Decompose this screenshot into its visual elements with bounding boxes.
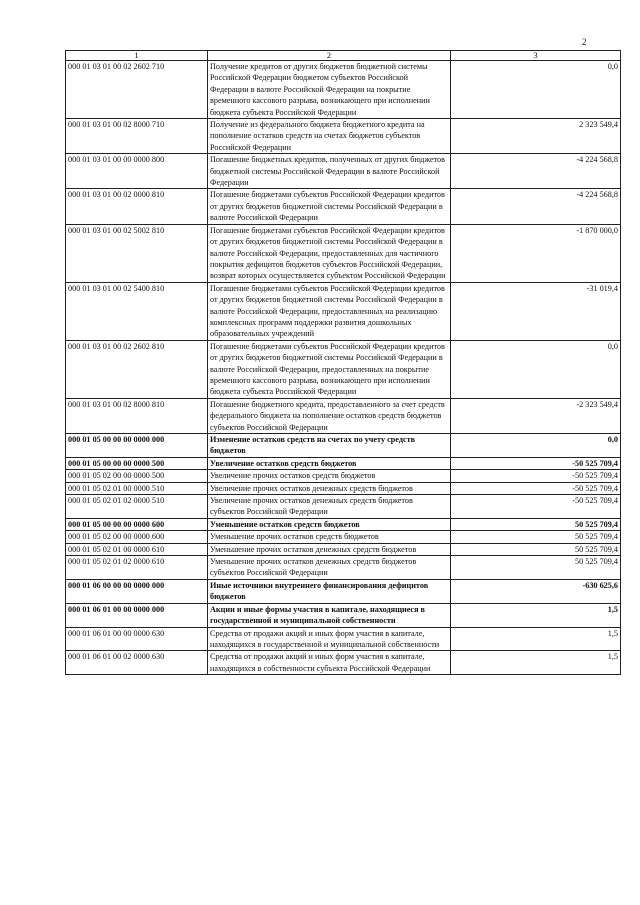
row-value-cell: -630 625,6 — [451, 579, 621, 603]
row-value-cell: 50 525 709,4 — [451, 518, 621, 530]
row-code-cell: 000 01 03 01 00 00 0000 800 — [66, 154, 208, 189]
row-code-cell: 000 01 03 01 00 02 5002 810 — [66, 224, 208, 282]
table-row — [66, 119, 621, 154]
row-code-cell: 000 01 05 02 01 00 0000 510 — [66, 482, 208, 494]
row-code-cell: 000 01 05 00 00 00 0000 500 — [66, 457, 208, 469]
table-row — [66, 482, 621, 494]
row-description-cell: Погашение бюджетами субъектов Российской Федерации кредитов от других бюджетов бюджетной системы Российской Федерации в валюте Российской Федерации, предоставленных на реализацию комплексных программ поддержки развития дошкольных образовательных учреждений — [208, 282, 451, 340]
row-description-cell: Погашение бюджетного кредита, предоставленного за счет средств федерального бюджета на пополнение остатков средств бюджетов субъектов Российской Федерации — [208, 398, 451, 433]
row-code-cell: 000 01 03 01 00 02 2602 810 — [66, 340, 208, 398]
row-value-cell: 0,0 — [451, 434, 621, 458]
row-value-cell: -50 525 709,4 — [451, 470, 621, 482]
table-row — [66, 224, 621, 282]
row-description-cell: Акции и иные формы участия в капитале, находящиеся в государственной и муниципальной собственности — [208, 603, 451, 627]
table-row — [66, 189, 621, 224]
row-value-cell: 50 525 709,4 — [451, 556, 621, 580]
table-row — [66, 543, 621, 555]
row-value-cell: 50 525 709,4 — [451, 531, 621, 543]
table-row — [66, 470, 621, 482]
row-description-cell: Иные источники внутреннего финансирования дефицитов бюджетов — [208, 579, 451, 603]
row-code-cell: 000 01 03 01 00 02 0000 810 — [66, 189, 208, 224]
row-code-cell: 000 01 06 01 00 00 0000 630 — [66, 627, 208, 651]
table-row — [66, 434, 621, 458]
table-header-row — [66, 51, 621, 61]
row-description-cell: Погашение бюджетами субъектов Российской Федерации кредитов от других бюджетов бюджетной системы Российской Федерации в валюте Российской Федерации — [208, 189, 451, 224]
row-code-cell: 000 01 05 00 00 00 0000 600 — [66, 518, 208, 530]
row-description-cell: Погашение бюджетами субъектов Российской Федерации кредитов от других бюджетов бюджетной системы Российской Федерации в валюте Российской Федерации, предоставленных на покрытие временного кассового разрыва, возникающего при исполнении бюджета субъекта Российской Федерации — [208, 340, 451, 398]
row-value-cell: 1,5 — [451, 603, 621, 627]
table-row — [66, 651, 621, 675]
row-description-cell: Увеличение прочих остатков денежных средств бюджетов субъектов Российской Федерации — [208, 495, 451, 519]
row-description-cell: Изменение остатков средств на счетах по учету средств бюджетов — [208, 434, 451, 458]
row-value-cell: 0,0 — [451, 340, 621, 398]
table-row — [66, 457, 621, 469]
column-header-2: 2 — [208, 51, 451, 61]
table-row — [66, 154, 621, 189]
row-code-cell: 000 01 06 01 00 00 0000 000 — [66, 603, 208, 627]
row-description-cell: Погашение бюджетных кредитов, полученных от других бюджетов бюджетной системы Российской Федерации в валюте Российской Федерации — [208, 154, 451, 189]
table-row — [66, 518, 621, 530]
row-value-cell: 50 525 709,4 — [451, 543, 621, 555]
row-description-cell: Получение из федерального бюджета бюджетного кредита на пополнение остатков средств на счетах бюджетов субъектов Российской Федерации — [208, 119, 451, 154]
row-code-cell: 000 01 03 01 00 02 8000 810 — [66, 398, 208, 433]
column-header-3: 3 — [451, 51, 621, 61]
row-value-cell: -31 019,4 — [451, 282, 621, 340]
table-row — [66, 627, 621, 651]
row-value-cell: -50 525 709,4 — [451, 457, 621, 469]
row-code-cell: 000 01 06 00 00 00 0000 000 — [66, 579, 208, 603]
row-code-cell: 000 01 03 01 00 02 8000 710 — [66, 119, 208, 154]
row-code-cell: 000 01 03 01 00 02 5400 810 — [66, 282, 208, 340]
row-code-cell: 000 01 03 01 00 02 2602 710 — [66, 61, 208, 119]
budget-sources-table — [65, 50, 621, 675]
row-value-cell: 1,5 — [451, 651, 621, 675]
row-code-cell: 000 01 05 00 00 00 0000 000 — [66, 434, 208, 458]
row-description-cell: Получение кредитов от других бюджетов бюджетной системы Российской Федерации бюджетом субъектов Российской Федерации в валюте Российской Федерации на покрытие временного кассового разрыва, возникающего при исполнении бюджета субъекта Российской Федерации — [208, 61, 451, 119]
row-description-cell: Уменьшение прочих остатков денежных средств бюджетов субъектов Российской Федерации — [208, 556, 451, 580]
row-code-cell: 000 01 05 02 01 02 0000 510 — [66, 495, 208, 519]
row-description-cell: Уменьшение прочих остатков денежных средств бюджетов — [208, 543, 451, 555]
table-row — [66, 603, 621, 627]
table-row — [66, 579, 621, 603]
row-description-cell: Увеличение остатков средств бюджетов — [208, 457, 451, 469]
row-value-cell: -4 224 568,8 — [451, 189, 621, 224]
row-code-cell: 000 01 05 02 01 00 0000 610 — [66, 543, 208, 555]
row-value-cell: 1,5 — [451, 627, 621, 651]
row-code-cell: 000 01 05 02 00 00 0000 500 — [66, 470, 208, 482]
table-row — [66, 556, 621, 580]
row-value-cell: -50 525 709,4 — [451, 482, 621, 494]
table-row — [66, 495, 621, 519]
table-row — [66, 531, 621, 543]
table-row — [66, 340, 621, 398]
row-description-cell: Увеличение прочих остатков денежных средств бюджетов — [208, 482, 451, 494]
row-value-cell: -1 870 000,0 — [451, 224, 621, 282]
table-row — [66, 398, 621, 433]
column-header-1: 1 — [66, 51, 208, 61]
row-description-cell: Увеличение прочих остатков средств бюджетов — [208, 470, 451, 482]
row-description-cell: Уменьшение остатков средств бюджетов — [208, 518, 451, 530]
row-code-cell: 000 01 05 02 00 00 0000 600 — [66, 531, 208, 543]
row-value-cell: -50 525 709,4 — [451, 495, 621, 519]
row-description-cell: Средства от продажи акций и иных форм участия в капитале, находящихся в собственности субъекта Российской Федерации — [208, 651, 451, 675]
row-value-cell: -2 323 549,4 — [451, 398, 621, 433]
row-description-cell: Средства от продажи акций и иных форм участия в капитале, находящихся в государственной и муниципальной собственности — [208, 627, 451, 651]
row-description-cell: Погашение бюджетами субъектов Российской Федерации кредитов от других бюджетов бюджетной системы Российской Федерации в валюте Российской Федерации, предоставленных для частичного покрытия дефицитов бюджетов субъектов Российской Федерации, возврат которых осуществляется субъектом Российской Федерации — [208, 224, 451, 282]
row-description-cell: Уменьшение прочих остатков средств бюджетов — [208, 531, 451, 543]
row-value-cell: -4 224 568,8 — [451, 154, 621, 189]
row-code-cell: 000 01 05 02 01 02 0000 610 — [66, 556, 208, 580]
row-value-cell: 0,0 — [451, 61, 621, 119]
page-number: 2 — [582, 37, 587, 47]
table-row — [66, 61, 621, 119]
table-row — [66, 282, 621, 340]
row-value-cell: 2 323 549,4 — [451, 119, 621, 154]
row-code-cell: 000 01 06 01 00 02 0000 630 — [66, 651, 208, 675]
